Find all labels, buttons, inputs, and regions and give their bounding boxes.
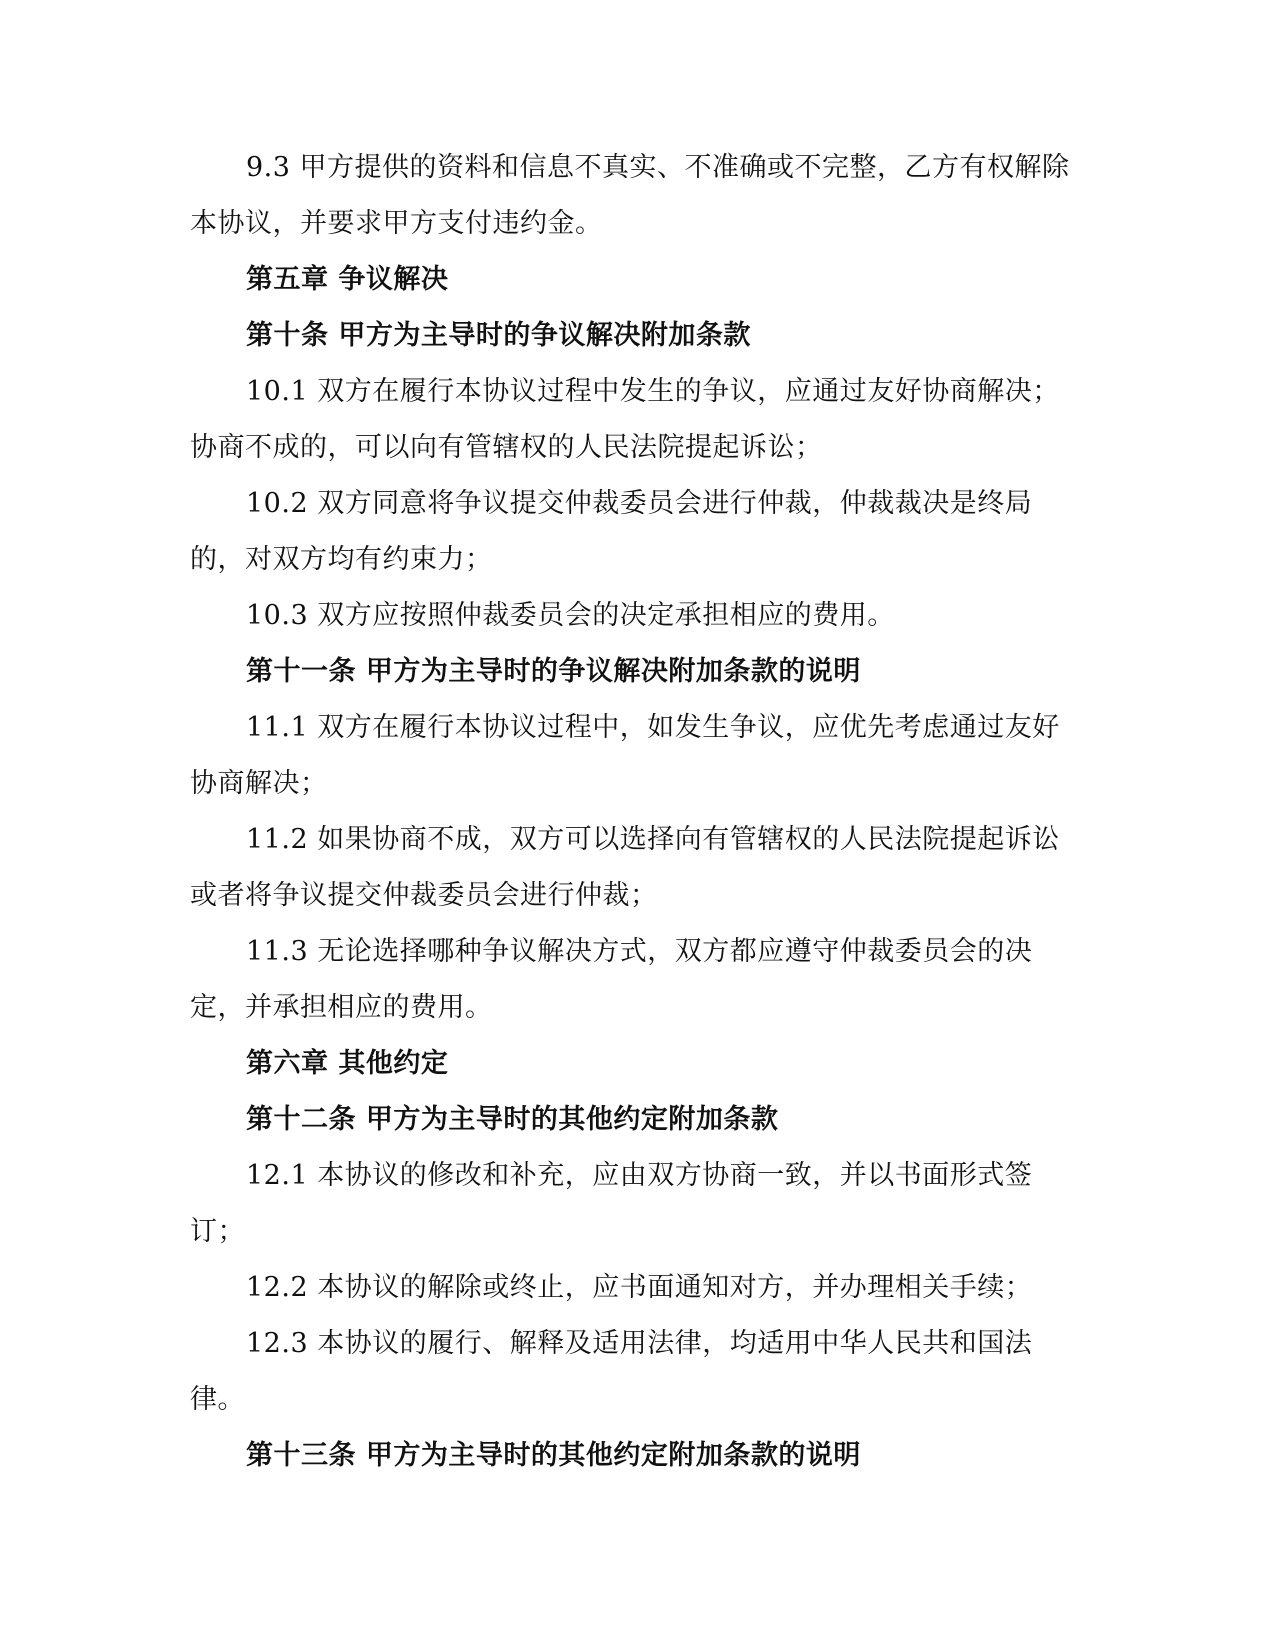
clause-11-1: 11.1 双方在履行本协议过程中，如发生争议，应优先考虑通过友好协商解决；: [190, 712, 1060, 799]
article-12-heading: 第十二条 甲方为主导时的其他约定附加条款: [246, 1104, 779, 1135]
clause-10-2: 10.2 双方同意将争议提交仲裁委员会进行仲裁，仲裁裁决是终局的，对双方均有约束力；: [190, 488, 1033, 575]
clause-10-1: 10.1 双方在履行本协议过程中发生的争议，应通过友好协商解决；协商不成的，可以向有管辖权的人民法院提起诉讼；: [190, 376, 1060, 463]
clause-11-3: 11.3 无论选择哪种争议解决方式，双方都应遵守仲裁委员会的决定，并承担相应的费用。: [190, 936, 1033, 1023]
clause-9-3: 9.3 甲方提供的资料和信息不真实、不准确或不完整，乙方有权解除本协议，并要求甲方支付违约金。: [190, 152, 1070, 239]
article-13-heading: 第十三条 甲方为主导时的其他约定附加条款的说明: [246, 1440, 861, 1471]
clause-12-3: 12.3 本协议的履行、解释及适用法律，均适用中华人民共和国法律。: [190, 1328, 1033, 1415]
chapter-5-heading: 第五章 争议解决: [246, 264, 449, 295]
clause-12-1: 12.1 本协议的修改和补充，应由双方协商一致，并以书面形式签订；: [190, 1160, 1033, 1247]
article-10-heading: 第十条 甲方为主导时的争议解决附加条款: [246, 320, 751, 351]
document-body: [190, 140, 1080, 1484]
clause-12-2: 12.2 本协议的解除或终止，应书面通知对方，并办理相关手续；: [246, 1272, 1033, 1303]
clause-10-3: 10.3 双方应按照仲裁委员会的决定承担相应的费用。: [246, 600, 895, 631]
clause-11-2: 11.2 如果协商不成，双方可以选择向有管辖权的人民法院提起诉讼或者将争议提交仲裁委员会进行仲裁；: [190, 824, 1060, 911]
chapter-6-heading: 第六章 其他约定: [246, 1048, 449, 1079]
article-11-heading: 第十一条 甲方为主导时的争议解决附加条款的说明: [246, 656, 861, 687]
